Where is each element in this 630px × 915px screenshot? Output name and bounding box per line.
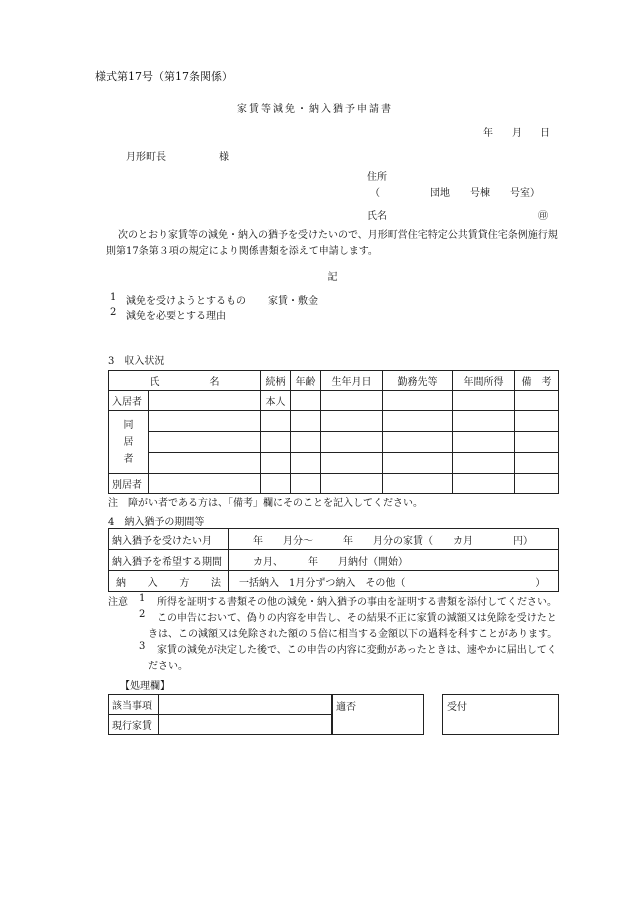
- processing-table: [108, 694, 333, 735]
- income-cell[interactable]: [453, 474, 515, 494]
- remarks-cell[interactable]: [515, 432, 559, 453]
- payment-method-char-1: 納: [116, 577, 126, 589]
- income-cell[interactable]: [453, 411, 515, 432]
- deferral-heading: 4 納入猶予の期間等: [108, 517, 205, 528]
- age-cell[interactable]: [291, 474, 321, 494]
- approval-label: 適否: [336, 702, 356, 713]
- income-cell[interactable]: [453, 453, 515, 474]
- cohabitant-char-1: 同: [123, 419, 134, 431]
- date-month: 月: [512, 128, 522, 139]
- age-cell[interactable]: [291, 432, 321, 453]
- address-label: 住所: [367, 172, 387, 183]
- birthdate-cell[interactable]: [321, 411, 383, 432]
- payment-method-char-2: 入: [147, 577, 158, 589]
- income-cell[interactable]: [453, 432, 515, 453]
- relation-self: 本人: [261, 391, 291, 411]
- note-2-line-1: この申告において、偽りの内容を申告し、その結果不正に家賃の減額又は免除を受けたと: [157, 613, 557, 624]
- birthdate-cell[interactable]: [321, 474, 383, 494]
- applicable-items-label: 該当事項: [109, 695, 159, 715]
- row-label-cohabitant: [109, 411, 149, 474]
- table-row: [109, 453, 559, 474]
- note-3-number: 3: [139, 641, 146, 652]
- relation-cell[interactable]: [261, 411, 291, 432]
- header-name: 氏 名: [109, 371, 261, 391]
- birthdate-cell[interactable]: [321, 391, 383, 411]
- income-heading: 3 収入状況: [108, 356, 165, 367]
- age-cell[interactable]: [291, 391, 321, 411]
- row-label-self: 入居者: [109, 391, 149, 411]
- header-remarks: 備 考: [515, 371, 559, 391]
- workplace-cell[interactable]: [383, 474, 453, 494]
- workplace-cell[interactable]: [383, 432, 453, 453]
- addressee-honorific: 様: [219, 152, 229, 163]
- note-2-line-2: きは、この減額又は免除された額の５倍に相当する金額以下の過料を科すことがあります。: [148, 629, 558, 640]
- remarks-cell[interactable]: [515, 391, 559, 411]
- applicable-items-value[interactable]: [159, 695, 333, 715]
- approval-box[interactable]: [331, 694, 424, 735]
- name-cell[interactable]: [149, 474, 261, 494]
- deferral-period-label: 納入猶予を希望する期間: [109, 550, 229, 571]
- item-1-number: 1: [110, 292, 117, 303]
- item-2-label: 減免を必要とする理由: [126, 311, 226, 322]
- processing-heading: 【処理欄】: [120, 681, 170, 692]
- table-row: [109, 391, 559, 411]
- table-row: [109, 432, 559, 453]
- deferral-month-label: 納入猶予を受けたい月: [109, 529, 229, 550]
- income-header-row: [109, 371, 559, 391]
- item-2-number: 2: [110, 307, 117, 318]
- note-3-line-2: ださい。: [148, 661, 188, 672]
- relation-cell[interactable]: [261, 432, 291, 453]
- payment-method-char-3: 方: [179, 577, 190, 589]
- page-title: 家賃等減免・納入猶予申請書: [237, 104, 393, 115]
- payment-method-char-4: 法: [210, 577, 221, 589]
- table-row: [109, 695, 333, 715]
- cohabitant-char-3: 者: [123, 453, 134, 465]
- item-1-value: 家賃・敷金: [268, 296, 318, 307]
- age-cell[interactable]: [291, 411, 321, 432]
- header-age: 年齢: [291, 371, 321, 391]
- current-rent-label: 現行家賃: [109, 715, 159, 735]
- deferral-period-value[interactable]: カ月、 年 月納付（開始）: [229, 550, 559, 571]
- ki-marker: 記: [327, 272, 338, 283]
- deferral-table: [108, 528, 559, 592]
- date-day: 日: [540, 128, 550, 139]
- body-line-1: 次のとおり家賃等の減免・納入の猶予を受けたいので、月形町営住宅特定公共賃貸住宅条例施行規: [118, 230, 558, 241]
- deferral-month-value[interactable]: 年 月分～ 年 月分の家賃（ カ月 円）: [229, 529, 559, 550]
- income-cell[interactable]: [453, 391, 515, 411]
- date-year: 年: [483, 128, 493, 139]
- reception-box[interactable]: [442, 694, 559, 735]
- item-1-label: 減免を受けようとするもの: [126, 296, 246, 307]
- addressee-name: 月形町長: [126, 152, 166, 163]
- birthdate-cell[interactable]: [321, 453, 383, 474]
- current-rent-value[interactable]: [159, 715, 333, 735]
- income-table: [108, 370, 559, 494]
- table-row: [109, 529, 559, 550]
- income-note: 注 障がい者である方は、「備考」欄にそのことを記入してください。: [108, 498, 423, 509]
- name-cell[interactable]: [149, 432, 261, 453]
- table-row: [109, 411, 559, 432]
- workplace-cell[interactable]: [383, 453, 453, 474]
- workplace-cell[interactable]: [383, 411, 453, 432]
- note-1-number: 1: [139, 593, 146, 604]
- row-label-separate: 別居者: [109, 474, 149, 494]
- header-relation: 続柄: [261, 371, 291, 391]
- payment-method-label: [109, 571, 229, 592]
- table-row: [109, 474, 559, 494]
- header-workplace: 勤務先等: [383, 371, 453, 391]
- header-birthdate: 生年月日: [321, 371, 383, 391]
- birthdate-cell[interactable]: [321, 432, 383, 453]
- remarks-cell[interactable]: [515, 453, 559, 474]
- payment-method-value[interactable]: 一括納入 1月分ずつ納入 その他（ ）: [229, 571, 559, 592]
- reception-label: 受付: [447, 702, 467, 713]
- table-row: [109, 715, 333, 735]
- notes-lead: 注意: [108, 597, 128, 608]
- name-cell[interactable]: [149, 391, 261, 411]
- form-number: 様式第17号（第17条関係）: [95, 70, 233, 83]
- workplace-cell[interactable]: [383, 391, 453, 411]
- relation-cell[interactable]: [261, 474, 291, 494]
- cohabitant-char-2: 居: [123, 436, 134, 448]
- note-3-line-1: 家賃の減免が決定した後で、この申告の内容に変動があったときは、速やかに届出してく: [157, 645, 557, 656]
- seal-mark: ㊞: [538, 211, 548, 222]
- table-row: [109, 550, 559, 571]
- header-income: 年間所得: [453, 371, 515, 391]
- age-cell[interactable]: [291, 453, 321, 474]
- name-cell[interactable]: [149, 453, 261, 474]
- note-2-number: 2: [139, 609, 146, 620]
- name-label: 氏名: [367, 211, 387, 222]
- note-1-line-1: 所得を証明する書類その他の減免・納入猶予の事由を証明する書類を添付してください。: [157, 597, 557, 608]
- body-line-2: 則第17条第３項の規定により関係書類を添えて申請します。: [106, 246, 378, 257]
- remarks-cell[interactable]: [515, 474, 559, 494]
- table-row: [109, 571, 559, 592]
- relation-cell[interactable]: [261, 453, 291, 474]
- address-detail: （ 団地 号棟 号室）: [370, 188, 540, 199]
- name-cell[interactable]: [149, 411, 261, 432]
- remarks-cell[interactable]: [515, 411, 559, 432]
